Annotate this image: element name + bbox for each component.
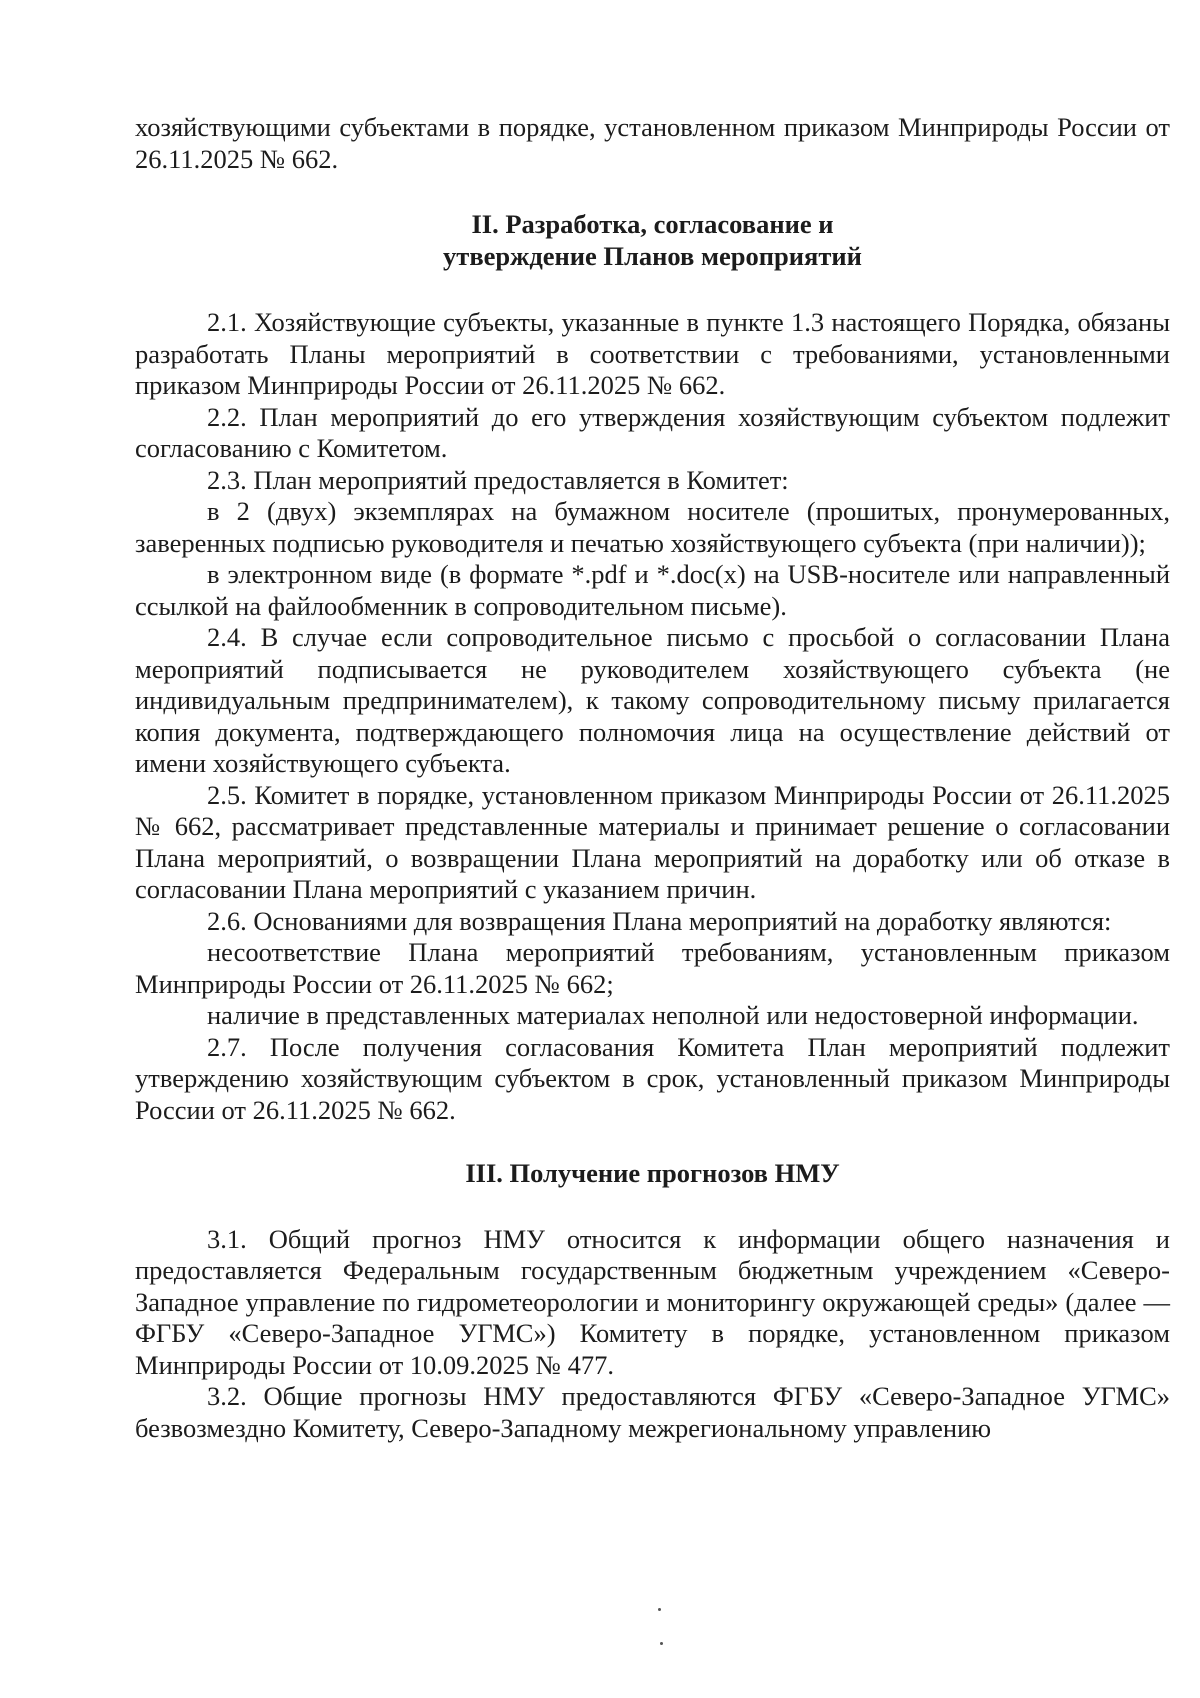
paragraph-2-6: 2.6. Основаниями для возвращения Плана мероприятий на доработку являются: (207, 905, 1112, 936)
paragraph-2-6-item-noncompliance: несоответствие Плана мероприятий требованиям, установленным приказом Минприроды России от 26.11.2025 № 662; (135, 937, 1170, 999)
intro-paragraph: хозяйствующими субъектами в порядке, установленном приказом Минприроды России от 26.11.2025 № 662. (135, 112, 1170, 174)
paragraph-3-1: 3.1. Общий прогноз НМУ относится к информации общего назначения и предоставляется Федеральным государственным бюджетным учреждением «Северо-Западное управление по гидрометеорологии и мониторингу окружающей среды» (далее — ФГБУ «Северо-Западное УГМС») Комитету в порядке, установленном приказом Минприроды России от 10.09.2025 № 477. (135, 1223, 1170, 1380)
paragraph-2-7: 2.7. После получения согласования Комитета План мероприятий подлежит утверждению хозяйствующим субъектом в срок, установленный приказом Минприроды России от 26.11.2025 № 662. (135, 1031, 1170, 1125)
paragraph-3-2: 3.2. Общие прогнозы НМУ предоставляются ФГБУ «Северо-Западное УГМС» безвозмездно Комитету, Северо-Западному межрегиональному управлению (135, 1381, 1170, 1443)
section-2-heading (135, 209, 1170, 272)
section-3-title: III. Получение прогнозов НМУ (465, 1158, 840, 1188)
paragraph-2-1: 2.1. Хозяйствующие субъекты, указанные в пункте 1.3 настоящего Порядка, обязаны разработать Планы мероприятий в соответствии с требованиями, установленными приказом Минприроды России от 26.11.2025 № 662. (135, 307, 1170, 400)
scan-speck (660, 1642, 663, 1645)
scan-speck (658, 1608, 661, 1611)
document-body (135, 112, 1170, 1444)
paragraph-2-3: 2.3. План мероприятий предоставляется в Комитет: (207, 464, 789, 495)
paragraph-2-4: 2.4. В случае если сопроводительное письмо с просьбой о согласовании Плана мероприятий подписывается не руководителем хозяйствующего субъекта (не индивидуальным предпринимателем), к такому сопроводительному письму прилагается копия документа, подтверждающего полномочия лица на осуществление действий от имени хозяйствующего субъекта. (135, 622, 1170, 778)
section-3-heading (135, 1158, 1170, 1190)
paragraph-2-3-item-electronic: в электронном виде (в формате *.pdf и *.doc(x) на USB-носителе или направленный ссылкой на файлообменник в сопроводительном письме). (135, 559, 1170, 621)
paragraph-2-2: 2.2. План мероприятий до его утверждения хозяйствующим субъектом подлежит согласованию с Комитетом. (135, 401, 1170, 463)
paragraph-2-3-item-paper: в 2 (двух) экземплярах на бумажном носителе (прошитых, пронумерованных, заверенных подписью руководителя и печатью хозяйствующего субъекта (при наличии)); (135, 496, 1170, 558)
paragraph-2-6-item-incomplete: наличие в представленных материалах неполной или недостоверной информации. (207, 1000, 1139, 1030)
section-2-title-line-1: II. Разработка, согласование и (471, 209, 834, 239)
paragraph-2-5: 2.5. Комитет в порядке, установленном приказом Минприроды России от 26.11.2025 № 662, рассматривает представленные материалы и принимает решение о согласовании Плана мероприятий, о возвращении Плана мероприятий на доработку или об отказе в согласовании Плана мероприятий с указанием причин. (135, 779, 1170, 904)
section-2-title-line-2: утверждение Планов мероприятий (443, 240, 862, 271)
